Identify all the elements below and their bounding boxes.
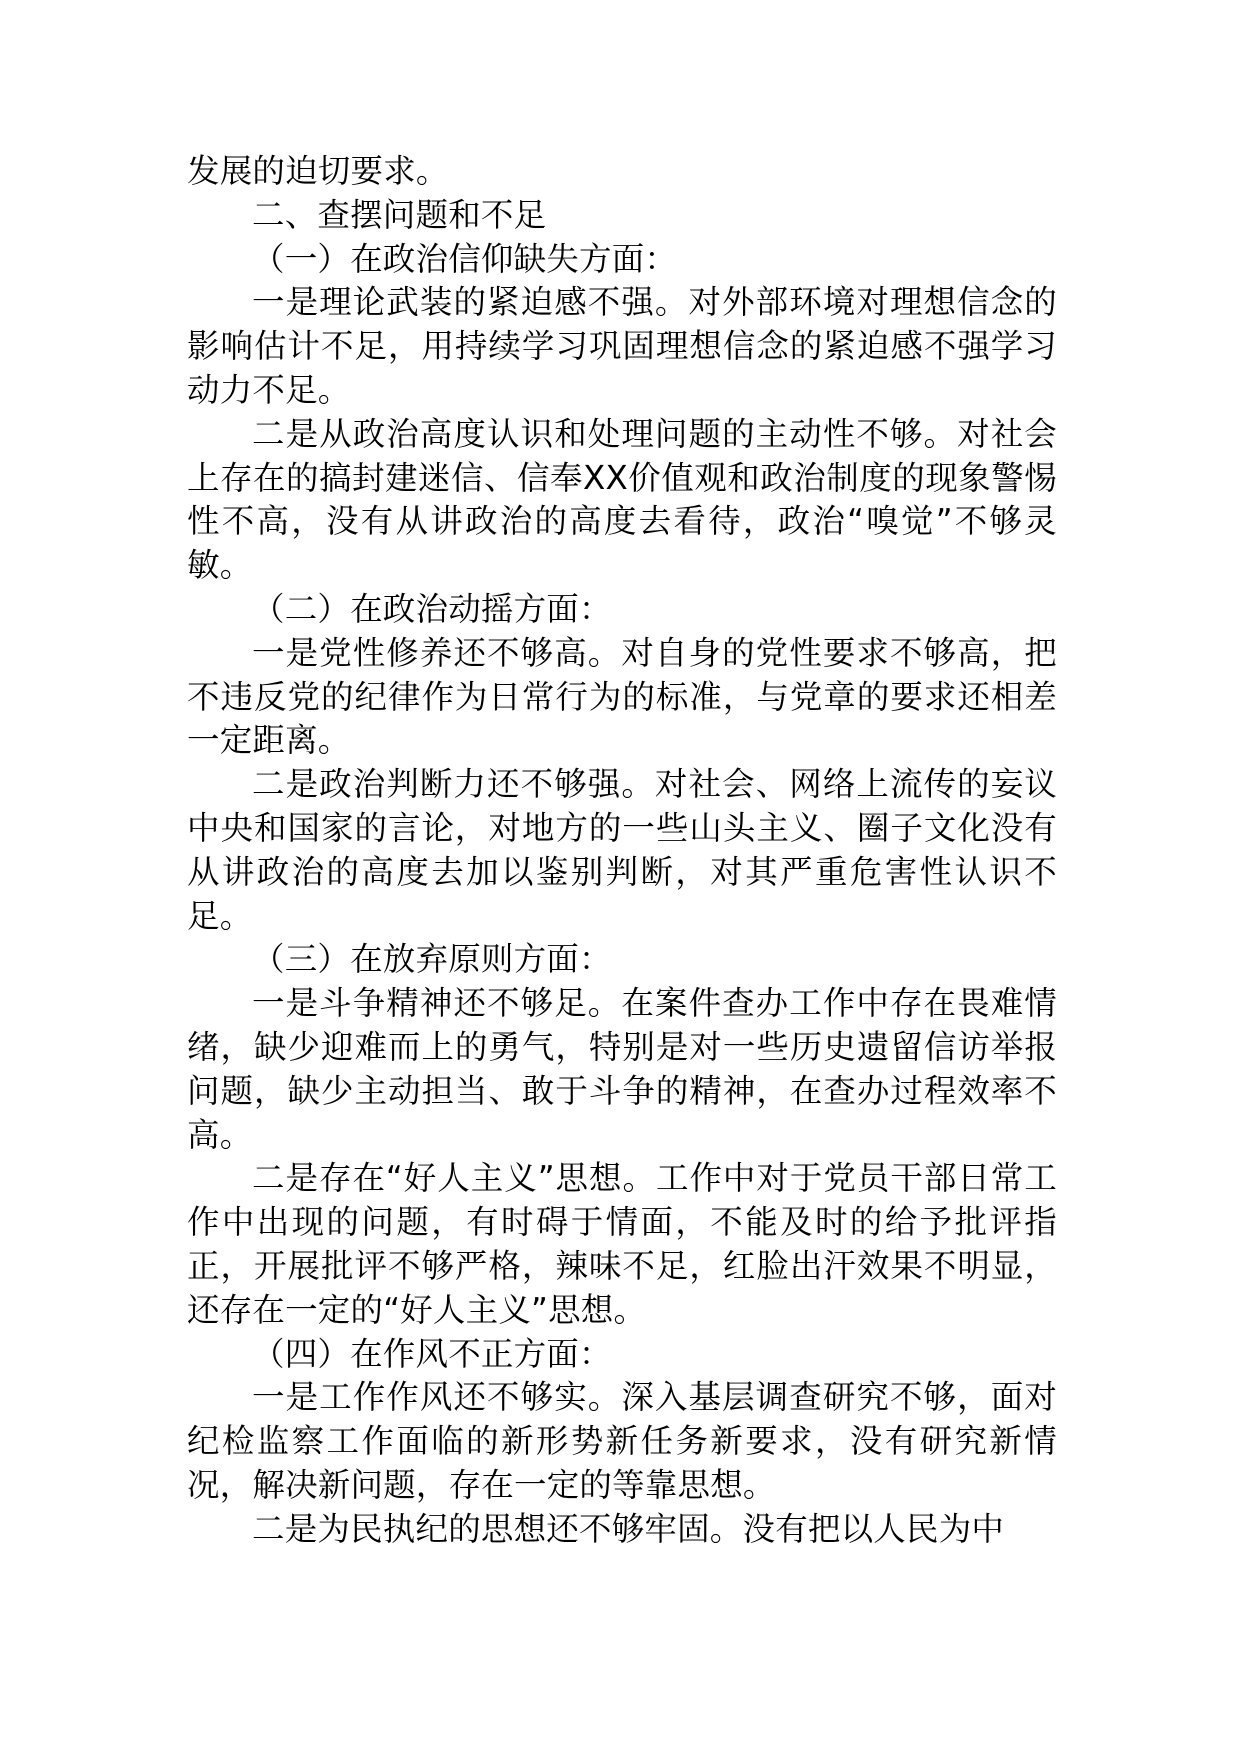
paragraph: 二是政治判断力还不够强。对社会、网络上流传的妄议中央和国家的言论，对地方的一些山头主义、圈子文化没有从讲政治的高度去加以鉴别判断，对其严重危害性认识不足。 — [187, 765, 1057, 935]
paragraph-continuation: 发展的迫切要求。 — [187, 152, 449, 190]
subsection-heading: （一）在政治信仰缺失方面： — [252, 239, 678, 278]
document-body — [187, 150, 1057, 1552]
paragraph: 一是理论武装的紧迫感不强。对外部环境对理想信念的影响估计不足，用持续学习巩固理想信念的紧迫感不强学习动力不足。 — [187, 283, 1057, 409]
section-heading: 二、查摆问题和不足 — [252, 195, 547, 234]
subsection-heading: （二）在政治动摇方面： — [252, 589, 612, 628]
paragraph: 一是工作作风还不够实。深入基层调查研究不够，面对纪检监察工作面临的新形势新任务新要求，没有研究新情况，解决新问题，存在一定的等靠思想。 — [187, 1378, 1057, 1504]
subsection-heading: （四）在作风不正方面： — [252, 1334, 612, 1373]
paragraph: 二是为民执纪的思想还不够牢固。没有把以人民为中 — [252, 1509, 1005, 1548]
paragraph: 二是存在“好人主义”思想。工作中对于党员干部日常工作中出现的问题，有时碍于情面，不能及时的给予批评指正，开展批评不够严格，辣味不足，红脸出汗效果不明显，还存在一定的“好人主义”思想。 — [187, 1159, 1057, 1329]
paragraph: 一是斗争精神还不够足。在案件查办工作中存在畏难情绪，缺少迎难而上的勇气，特别是对一些历史遗留信访举报问题，缺少主动担当、敢于斗争的精神，在查办过程效率不高。 — [187, 984, 1057, 1154]
subsection-heading: （三）在放弃原则方面： — [252, 940, 612, 979]
paragraph: 二是从政治高度认识和处理问题的主动性不够。对社会上存在的搞封建迷信、信奉XX价值观和政治制度的现象警惕性不高，没有从讲政治的高度去看待，政治“嗅觉”不够灵敏。 — [187, 414, 1057, 585]
paragraph: 一是党性修养还不够高。对自身的党性要求不够高，把不违反党的纪律作为日常行为的标准，与党章的要求还相差一定距离。 — [187, 633, 1057, 760]
